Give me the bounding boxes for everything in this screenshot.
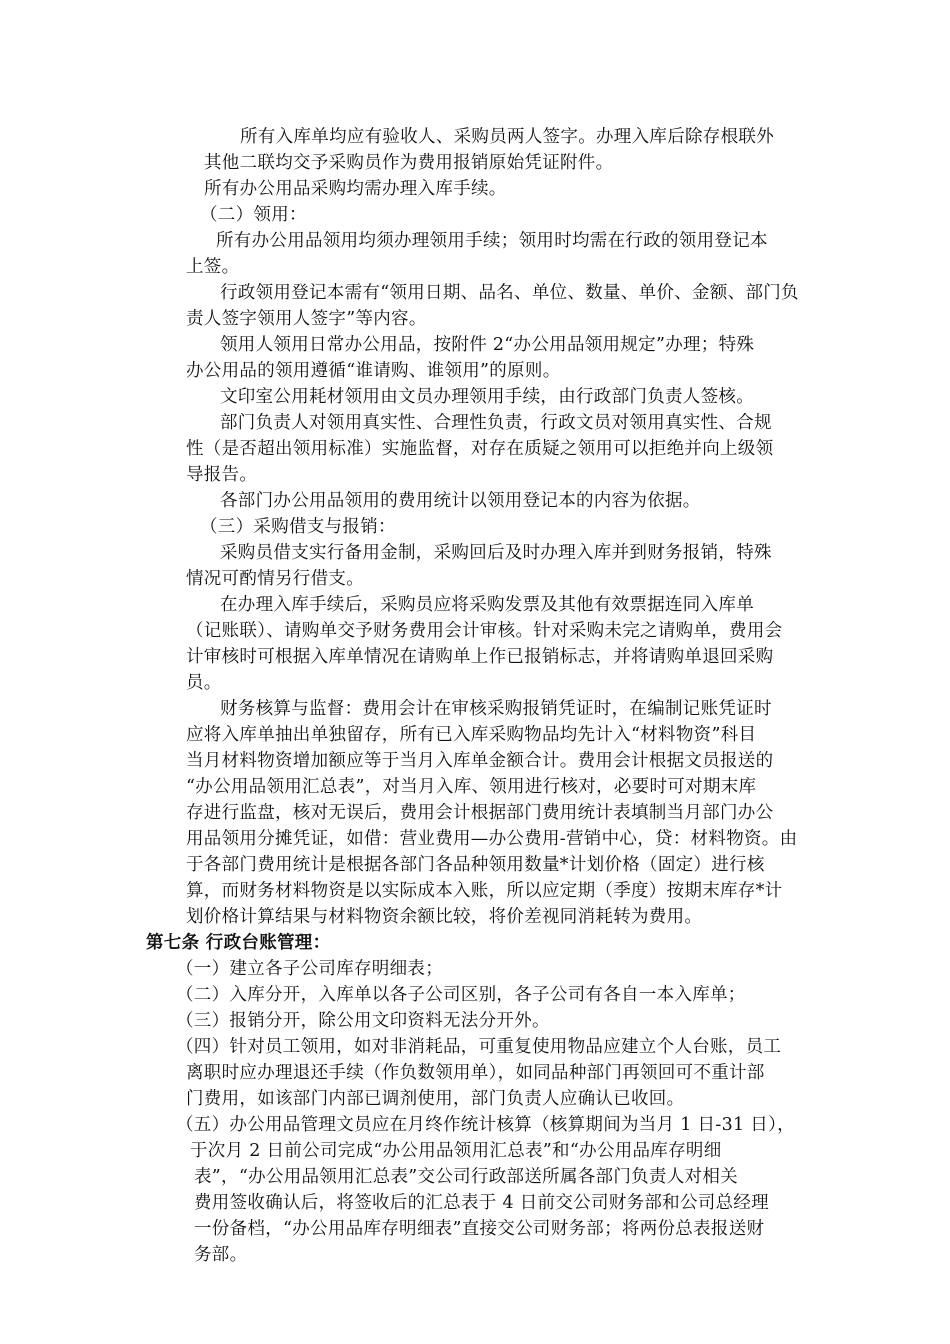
body-line: “办公用品领用汇总表”，对当月入库、领用进行核对，必要时可对期末库 xyxy=(186,777,757,797)
body-line: 算，而财务材料物资是以实际成本入账，所以应定期（季度）按期末库存*计 xyxy=(186,881,783,901)
list-item: （三）报销分开，除公用文印资料无法分开外。 xyxy=(176,1011,550,1031)
article-heading: 第七条 行政台账管理： xyxy=(146,933,331,953)
list-item: （一）建立各子公司库存明细表； xyxy=(176,959,443,979)
body-line: （记账联）、请购单交予财务费用会计审核。针对采购未完之请购单，费用会 xyxy=(186,621,783,641)
body-line: 财务核算与监督：费用会计在审核采购报销凭证时，在编制记账凭证时 xyxy=(220,699,772,719)
body-line: 用品领用分摊凭证，如借：营业费用—办公费用-营销中心，贷：材料物资。由 xyxy=(186,829,798,849)
body-line: 各部门办公用品领用的费用统计以领用登记本的内容为依据。 xyxy=(220,491,701,511)
body-line: 当月材料物资增加额应等于当月入库单金额合计。费用会计根据文员报送的 xyxy=(186,751,774,771)
body-line: 采购员借支实行备用金制，采购回后及时办理入库并到财务报销，特殊 xyxy=(220,543,772,563)
body-line: 责人签字领用人签字”等内容。 xyxy=(186,309,427,329)
body-line: 门费用，如该部门内部已调剂使用，部门负责人应确认已收回。 xyxy=(186,1089,685,1109)
body-line: 表”，“办公用品领用汇总表”交公司行政部送所属各部门负责人对相关 xyxy=(194,1167,738,1187)
list-item: （五）办公用品管理文员应在月终作统计核算（核算期间为当月 1 日-31 日）， xyxy=(176,1115,795,1135)
body-line: 一份备档，“办公用品库存明细表”直接交公司财务部；将两份总表报送财 xyxy=(194,1219,765,1239)
section-heading-2: （二）领用： xyxy=(200,205,307,225)
body-line: 所有办公用品领用均须办理领用手续；领用时均需在行政的领用登记本 xyxy=(216,231,768,251)
body-line: 于各部门费用统计是根据各部门各品种领用数量*计划价格（固定）进行核 xyxy=(186,855,765,875)
body-line: 办公用品的领用遵循“谁请购、谁领用”的原则。 xyxy=(186,361,561,381)
body-line: 划价格计算结果与材料物资余额比较，将价差视同消耗转为费用。 xyxy=(186,907,703,927)
body-line: 行政领用登记本需有“领用日期、品名、单位、数量、单价、金额、部门负 xyxy=(220,283,799,303)
body-line: 领用人领用日常办公用品，按附件 2“办公用品领用规定”办理；特殊 xyxy=(220,335,755,355)
body-line: 文印室公用耗材领用由文员办理领用手续，由行政部门负责人签核。 xyxy=(220,387,754,407)
body-line: 其他二联均交予采购员作为费用报销原始凭证附件。 xyxy=(204,153,614,173)
body-line: 在办理入库手续后，采购员应将采购发票及其他有效票据连同入库单 xyxy=(220,595,754,615)
section-heading-3: （三）采购借支与报销： xyxy=(200,517,396,537)
body-line: 应将入库单抽出单独留存，所有已入库采购物品均先计入“材料物资”科目 xyxy=(186,725,757,745)
list-item: （四）针对员工领用，如对非消耗品，可重复使用物品应建立个人台账，员工 xyxy=(176,1037,782,1057)
body-line: 情况可酌情另行借支。 xyxy=(186,569,364,589)
body-line: 所有办公用品采购均需办理入库手续。 xyxy=(204,179,507,199)
body-line: 费用签收确认后，将签收后的汇总表于 4 日前交公司财务部和公司总经理 xyxy=(194,1193,769,1213)
body-line: 存进行监盘，核对无误后，费用会计根据部门费用统计表填制当月部门办公 xyxy=(186,803,774,823)
body-line: 计审核时可根据入库单情况在请购单上作已报销标志，并将请购单退回采购 xyxy=(186,647,774,667)
body-line: 导报告。 xyxy=(186,465,258,485)
body-line: 务部。 xyxy=(194,1245,248,1265)
body-line: 所有入库单均应有验收人、采购员两人签字。办理入库后除存根联外 xyxy=(240,127,774,147)
body-line: 员。 xyxy=(186,673,222,693)
body-line: 上签。 xyxy=(186,257,240,277)
body-line: 部门负责人对领用真实性、合理性负责，行政文员对领用真实性、合规 xyxy=(220,413,772,433)
body-line: 于次月 2 日前公司完成“办公用品领用汇总表”和“办公用品库存明细 xyxy=(190,1141,722,1161)
body-line: 性（是否超出领用标准）实施监督，对存在质疑之领用可以拒绝并向上级领 xyxy=(186,439,774,459)
body-line: 离职时应办理退还手续（作负数领用单），如同品种部门再领回可不重计部 xyxy=(186,1063,765,1083)
list-item: （二）入库分开，入库单以各子公司区别，各子公司有各自一本入库单； xyxy=(176,985,746,1005)
